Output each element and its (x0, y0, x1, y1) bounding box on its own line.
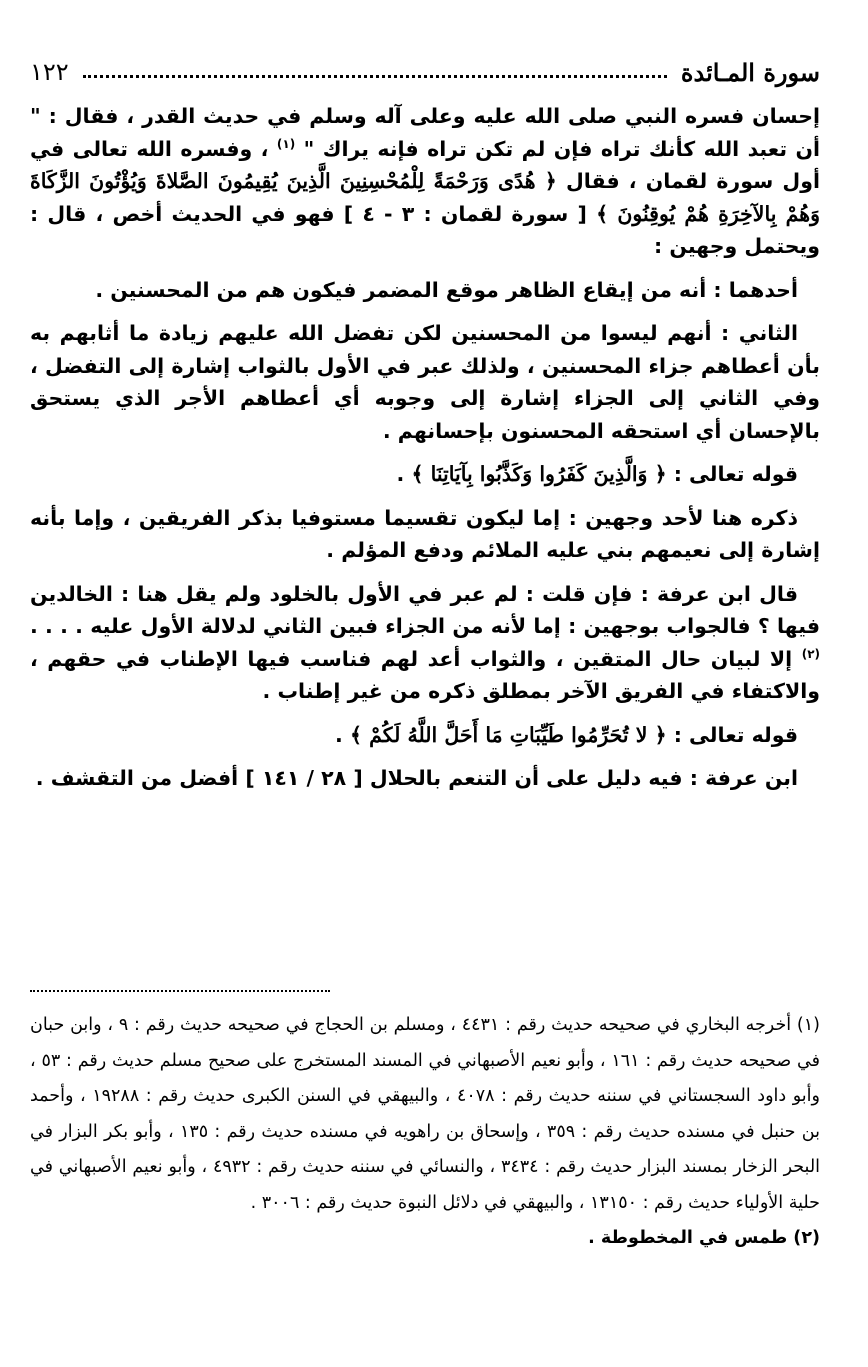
main-text (30, 100, 820, 795)
paragraph-8: ابن عرفة : فيه دليل على أن التنعم بالحلال [ ٢٨ / ١٤١ ] أفضل من التقشف . (35, 766, 798, 790)
surah-title: سورة المـائدة (680, 57, 820, 87)
paragraph-4-intro: قوله تعالى : (673, 462, 798, 486)
header-dotted-leader (83, 75, 667, 78)
paragraph-2: أحدهما : أنه من إيقاع الظاهر موقع المضمر فيكون هم من المحسنين . (95, 277, 798, 302)
paragraph-6-part-b: إلا لبيان حال المتقين ، والثواب أعد لهم فناسب فيها الإطناب في حقهم ، والاكتفاء في الفريق الآخر بمطلق ذكره من غير إطناب . (30, 646, 820, 703)
footnote-ref-1[interactable]: (١) (276, 136, 296, 151)
paragraph-6-part-a: قال ابن عرفة : فإن قلت : لم عبر في الأول بالخلود ولم يقل هنا : الخالدين فيها ؟ فالجواب بوجهين : إما لأنه من الجزاء فبين الثاني لدلالة الأول عليه . . . . (30, 581, 820, 638)
paragraph-7-end: . (335, 722, 343, 747)
footnotes (30, 1008, 820, 1257)
footnote-ref-2[interactable]: (٢) (801, 646, 821, 661)
footnote-separator (30, 990, 330, 992)
paragraph-6 (30, 578, 820, 708)
paragraph-3: الثاني : أنهم ليسوا من المحسنين لكن تفضل الله عليهم زيادة ما أثابهم به بأن أعطاهم جزاء المحسنين ، ولذلك عبر في الأول بالثواب إشارة إلى التفضل ، وفي الثاني إلى الجزاء إشارة إلى وجوبه أي أعطاهم الأجر الذي يستحق بالإحسان أي استحقه المحسنون بإحسانهم . (30, 321, 820, 443)
paragraph-1-part-a: إحسان فسره النبي صلى الله عليه وعلى آله وسلم في حديث القدر ، فقال : " أن تعبد الله كأنك تراه فإن لم تكن تراه فإنه يراك " (30, 104, 821, 161)
footnote-1: (١) أخرجه البخاري في صحيحه حديث رقم : ٤٤٣١ ، ومسلم بن الحجاج في صحيحه حديث رقم : ٩ ، وابن حبان في صحيحه حديث رقم : ١٦١ ، وأبو نعيم الأصبهاني في المسند المستخرج على صحيح مسلم حديث رقم : ٥٣ ، وأبو داود السجستاني في سننه حديث رقم : ٤٠٧٨ ، والبيهقي في السنن الكبرى حديث رقم : ١٩٢٨٨ ، وأحمد بن حنبل في مسنده حديث رقم : ٣٥٩ ، وإسحاق بن راهويه في مسنده حديث رقم : ١٣٥ ، وأبو بكر البزار في البحر الزخار بمسند البزار حديث رقم : ٣٤٣٤ ، والنسائي في سننه حديث رقم : ٤٩٣٢ ، وأبو نعيم الأصبهاني في حلية الأولياء حديث رقم : ١٣١٥٠ ، والبيهقي في دلائل النبوة حديث رقم : ٣٠٠٦ . (30, 1015, 821, 1213)
footnote-2: (٢) طمس في المخطوطة . (588, 1228, 820, 1248)
quran-verse-kafaru: ﴿ وَالَّذِينَ كَفَرُوا وَكَذَّبُوا بِآيَاتِنَا ﴾ (411, 462, 667, 486)
quran-verse-tuharrimu: ﴿ لا تُحَرِّمُوا طَيِّبَاتِ مَا أَحَلَّ اللَّهُ لَكُمْ ﴾ (349, 722, 667, 747)
paragraph-1-part-b: ، وفسره الله تعالى في أول سورة لقمان ، فقال (30, 136, 820, 193)
paragraph-1 (30, 100, 820, 263)
page-header (30, 52, 820, 92)
paragraph-1-part-c: [ سورة لقمان : ٣ - ٤ ] فهو في الحديث أخص ، قال : ويحتمل وجهين : (30, 201, 820, 258)
paragraph-4 (30, 458, 820, 491)
paragraph-7 (30, 719, 820, 752)
page-content (30, 52, 820, 806)
paragraph-4-end: . (396, 462, 405, 486)
paragraph-5: ذكره هنا لأحد وجهين : إما ليكون تقسيما مستوفيا بذكر الفريقين ، وإما بأنه إشارة إلى نعيمهم بني عليه الملائم ودفع المؤلم . (30, 505, 820, 562)
paragraph-7-intro: قوله تعالى : (673, 722, 798, 747)
quran-verse-luqman: ﴿ هُدًى وَرَحْمَةً لِلْمُحْسِنِينَ الَّذِينَ يُقِيمُونَ الصَّلاةَ وَيُؤْتُونَ الزَّكَاةَ وَهُمْ بِالآخِرَةِ هُمْ يُوقِنُونَ ﴾ (30, 169, 820, 226)
page-number: ١٢٢ (30, 58, 69, 86)
